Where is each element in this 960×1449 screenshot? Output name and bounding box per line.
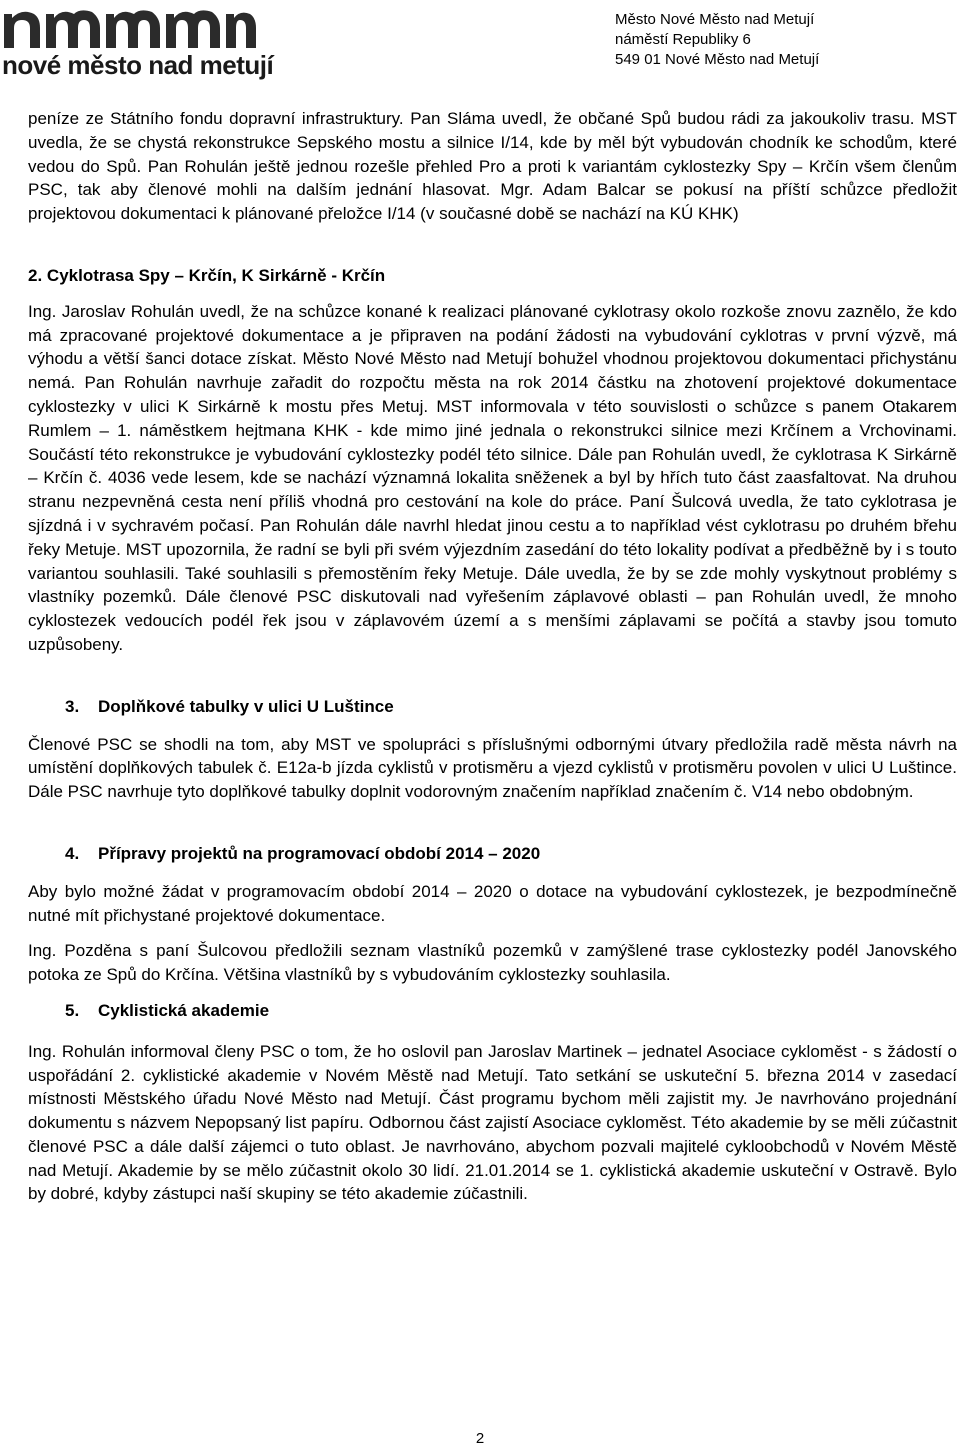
- section-4-number: 4.: [65, 843, 80, 863]
- town-address: [615, 10, 819, 70]
- page-number: 2: [475, 1430, 485, 1447]
- section-4-paragraph-2: Ing. Pozděna s paní Šulcovou předložili seznam vlastníků pozemků v zamýšlené trase cyklostezky podél Janovského potoka ze Spů do Krčína. Většina vlastníků by s vybudováním cyklostezky souhlasila.: [28, 941, 957, 985]
- section-3-title: Doplňkové tabulky v ulici U Luštince: [98, 696, 394, 716]
- address-line-2: náměstí Republiky 6: [615, 31, 751, 48]
- section-5-paragraph: Ing. Rohulán informoval členy PSC o tom, že ho oslovil pan Jaroslav Martinek – jednatel Asociace cykloměst - s žádostí o uspořádání 2. cyklistické akademie v Novém Městě nad Metují. Tato setkání se uskuteční 5. března 2014 v zasedací místnosti Městského úřadu Nové Město nad Metují. Část programu bychom měli zajistit my. Je navrhováno projednání dokumentu s názvem Nepopsaný list papíru. Odbornou část zajistí Asociace cykloměst. Této akademie by se měli zúčastnit členové PSC a dále další zájemci o tuto oblast. Je navrhováno, abychom pozvali majitelé cykloobchodů v Novém Městě nad Metují. Akademie by se mělo zúčastnit okolo 30 lidí. 21.01.2014 se 1. cyklistická akademie uskuteční v Ostravě. Bylo by dobré, kdyby zástupci naší skupiny se této akademie zúčastnili.: [28, 1041, 957, 1204]
- section-5-heading: [28, 999, 957, 1023]
- section-4-title: Přípravy projektů na programovací období 2014 – 2020: [98, 843, 541, 863]
- address-line-3: 549 01 Nové Město nad Metují: [615, 51, 820, 68]
- section-5-number: 5.: [65, 1000, 80, 1020]
- section-2-heading: [28, 264, 957, 288]
- address-line-1: Město Nové Město nad Metují: [615, 11, 815, 28]
- town-logo: [0, 0, 290, 80]
- section-2-paragraph: Ing. Jaroslav Rohulán uvedl, že na schůzce konané k realizaci plánované cyklotrasy okolo rozkoše znovu zaznělo, že kdo má zpracované projektové dokumentace a je připraven na podání žádosti na vybudování cyklotras v první výzvě, má výhodu a větší šanci dotace získat. Město Nové Město nad Metují bohužel vhodnou projektovou dokumentaci přichystánu nemá. Pan Rohulán navrhuje zařadit do rozpočtu města na rok 2014 částku na zhotovení projektové dokumentace cyklostezky v ulici K Sirkárně k mostu přes Metuj. MST informovala v této souvislosti o schůzce s panem Otakarem Rumlem – 1. náměstkem hejtmana KHK - kde mimo jiné jednala o rekonstrukci silnice mezi Krčínem a Vrchovinami. Součástí této rekonstrukce je vybudování cyklostezky podél této silnice. Dále pan Rohulán uvedl, že cyklotrasa K Sirkárně – Krčín č. 4036 vede lesem, kde se nachází významná lokalita sněženek a byl by hřích tuto část zaasfaltovat. Na druhou stranu nezpevněná cesta není příliš vhodná pro cestování na kole do práce. Paní Šulcová uvedla, že tato cyklotrasa je sjízdná i v sychravém počasí. Pan Rohulán dále navrhl hledat jinou cestu a to například vést cyklotrasu po druhém břehu řeky Metuje. MST upozornila, že radní se byli při svém výjezdním zasedání do této lokality podívat a předběžně by i s touto variantou souhlasili. Také souhlasili s přemostěním řeky Metuje. Dále uvedla, že by se zde mohly vyskytnout problémy s vlastníky pozemků. Dále členové PSC diskutovali nad vyřešením záplavové oblasti – pan Rohulán uvedl, že mnoho cyklostezek vedoucích podél řek jsou v záplavovém území a s menšími záplavami se počítá a stavby jsou tomuto uzpůsobeny.: [28, 301, 957, 654]
- section-3-number: 3.: [65, 696, 80, 716]
- section-3-heading: [28, 695, 957, 719]
- section-2-number: 2.: [28, 265, 43, 285]
- page-header: [0, 0, 960, 90]
- section-3-paragraph: Členové PSC se shodli na tom, aby MST ve spolupráci s příslušnými odbornými útvary předložila radě města návrh na umístění doplňkových tabulek č. E12a-b jízda cyklistů v protisměru a vjezd cyklistů v protisměru povolen v ulici U Luštince. Dále PSC navrhuje tyto doplňkové tabulky doplnit vodorovným značením například značením č. V14 nebo obdobným.: [28, 734, 957, 802]
- section-5-title: Cyklistická akademie: [98, 1000, 270, 1020]
- section-4-paragraph-1: Aby bylo možné žádat v programovacím období 2014 – 2020 o dotace na vybudování cyklostezek, je bezpodmínečně nutné mít přichystané projektové dokumentace.: [28, 881, 957, 925]
- section-4-heading: [28, 842, 957, 866]
- section-2-title: Cyklotrasa Spy – Krčín, K Sirkárně - Krčín: [46, 265, 386, 285]
- logo-wordmark: nové město nad metují: [2, 50, 274, 80]
- intro-paragraph: peníze ze Státního fondu dopravní infrastruktury. Pan Sláma uvedl, že občané Spů budou rádi za jakoukoliv trasu. MST uvedla, že se chystá rekonstrukce Sepského mostu a silnice I/14, kde by měl být vybudován chodník ke schodům, které vedou do Spů. Pan Rohulán ještě jednou rozešle přehled Pro a proti k variantám cyklostezky Spy – Krčín všem členům PSC, tak aby členové mohli na dalším jednání hlasovat. Mgr. Adam Balcar se pokusí na příští schůzce předložit projektovou dokumentaci k plánované přeložce I/14 (v současné době se nachází na KÚ KHK): [28, 109, 957, 224]
- logo-arches-graphic: [0, 0, 260, 50]
- document-body: [28, 107, 957, 1206]
